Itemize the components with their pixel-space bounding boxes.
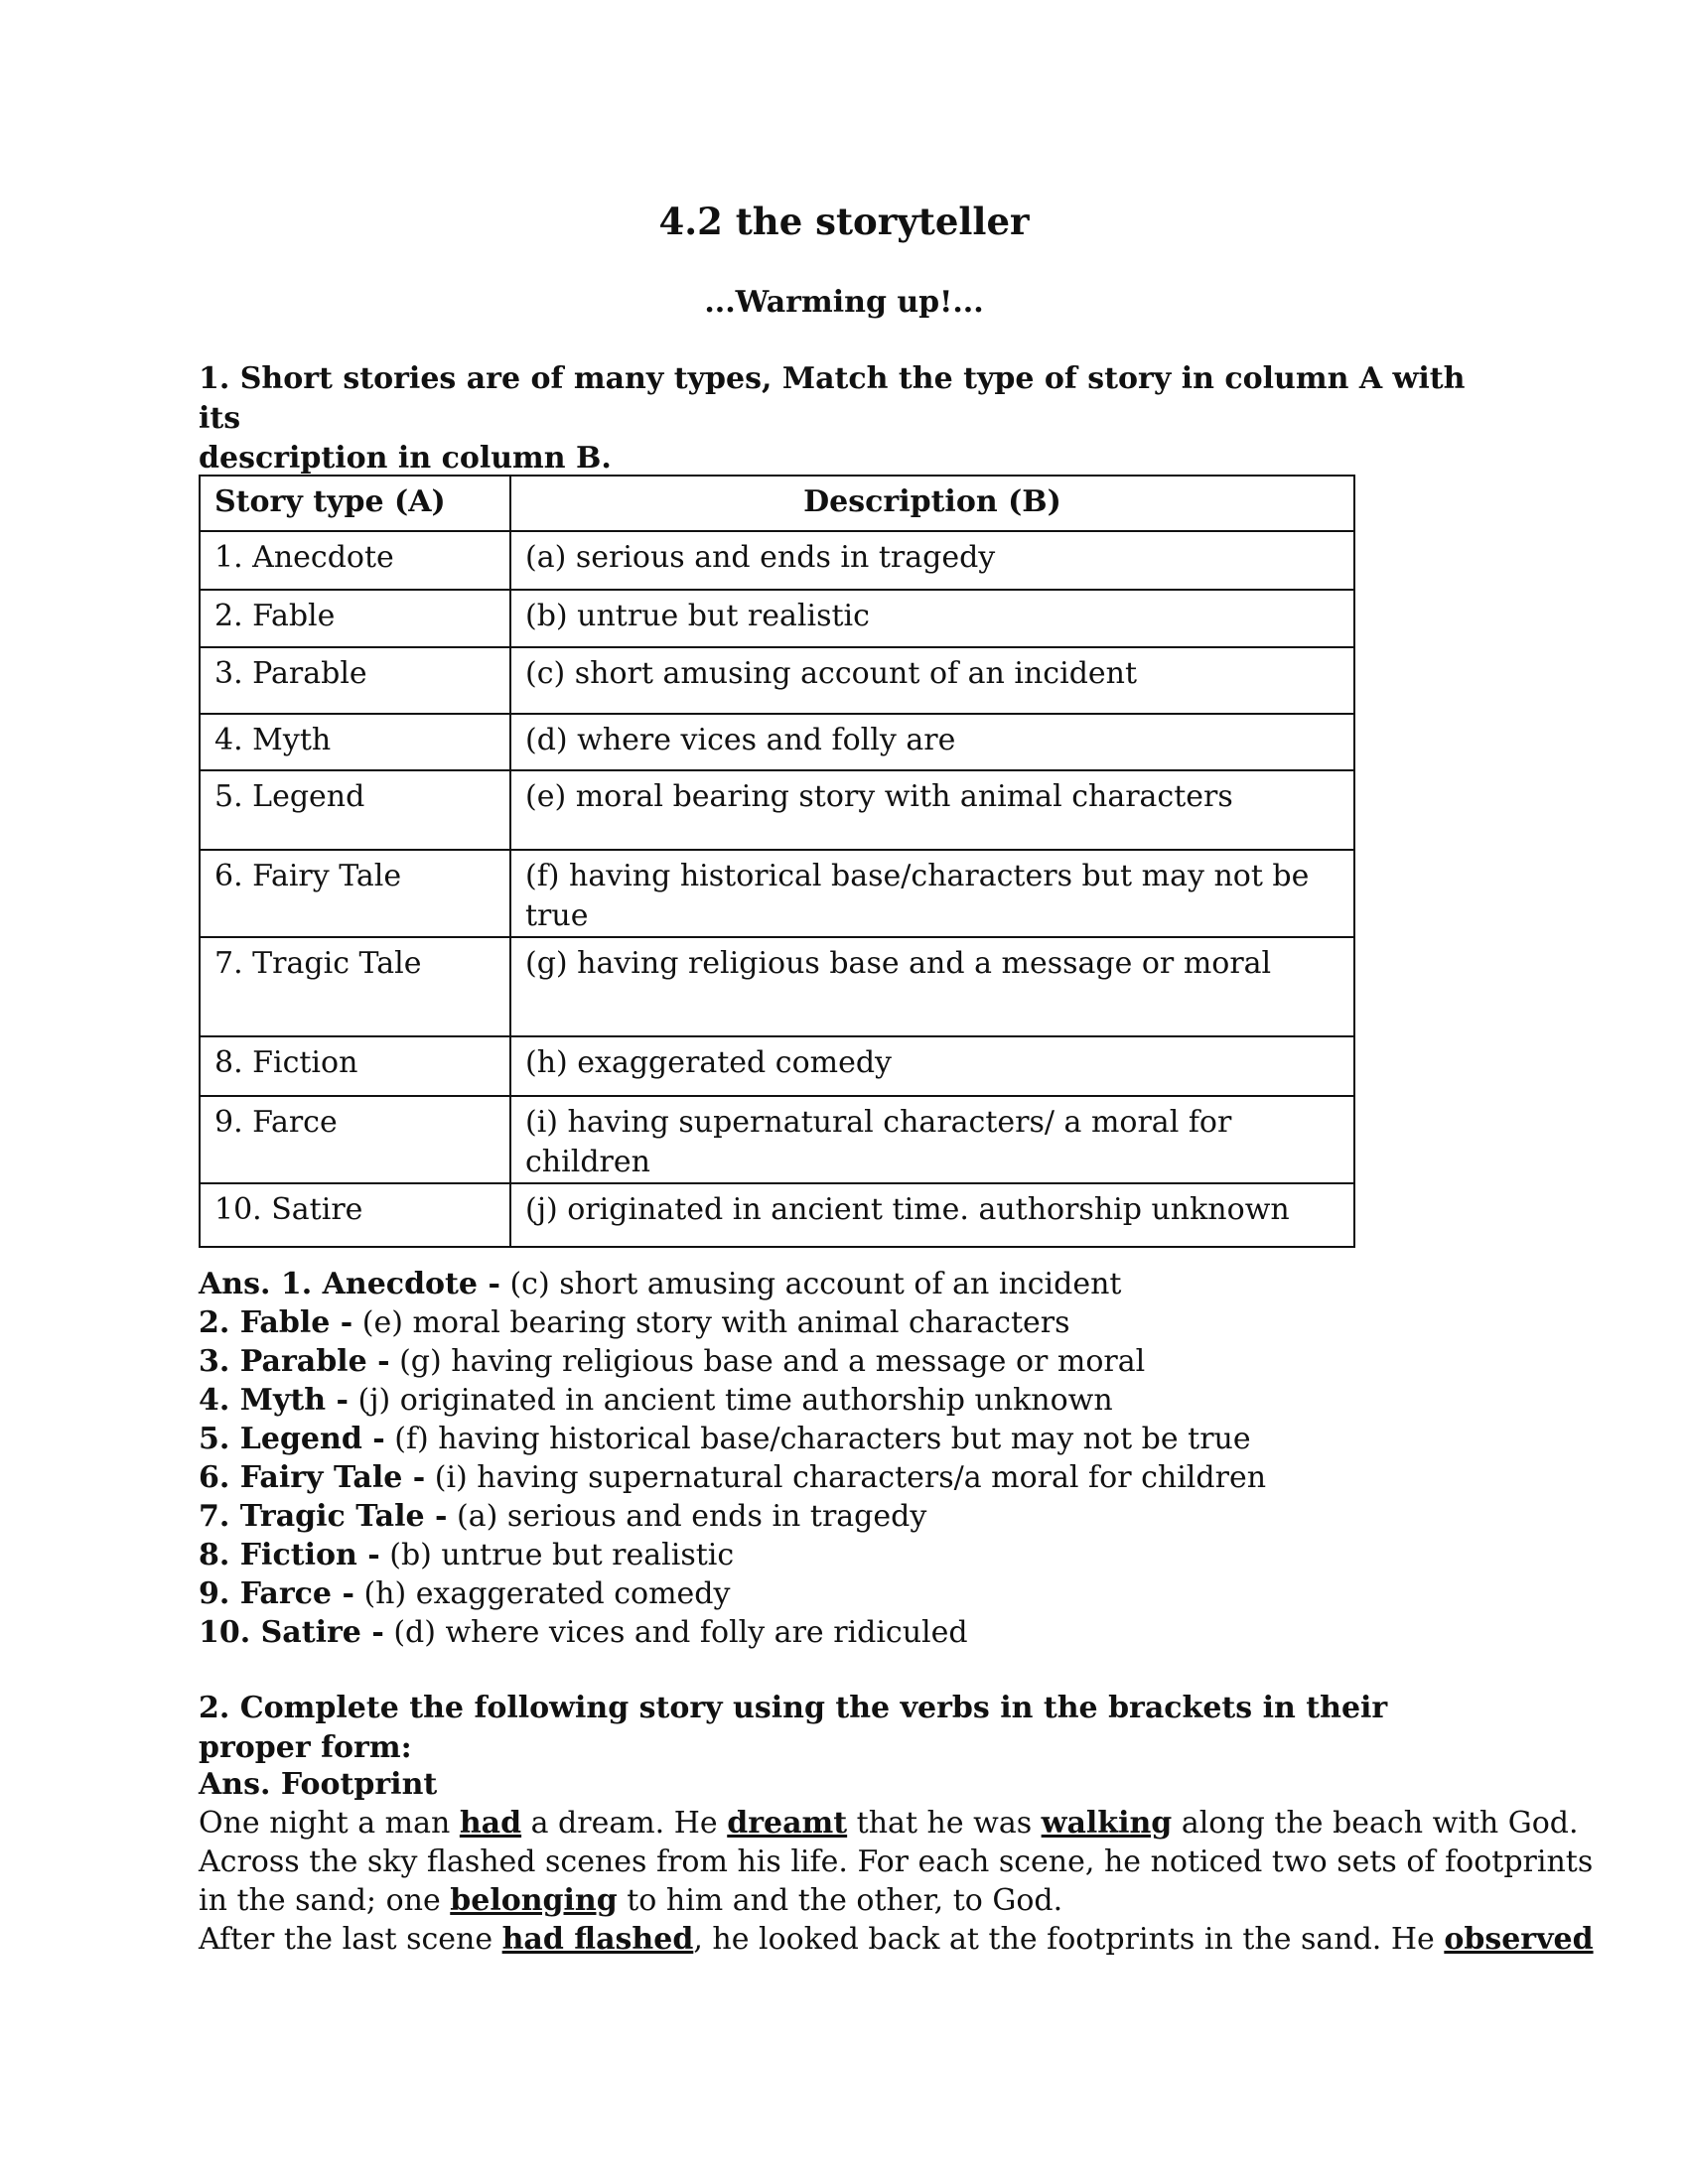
answer-label: 10. Satire -: [199, 1615, 384, 1650]
story-text: that he was: [847, 1806, 1042, 1841]
answer-text: (g) having religious base and a message or moral: [389, 1344, 1146, 1379]
answer-line: [199, 1265, 1509, 1303]
answer-label: 5. Legend -: [199, 1422, 385, 1456]
story-heading: Ans. Footprint: [199, 1767, 438, 1802]
answer-label: 7. Tragic Tale -: [199, 1499, 448, 1534]
answers-block: [199, 1265, 1509, 1652]
answer-text: (i) having supernatural characters/a moral for children: [425, 1460, 1267, 1495]
story-type-cell: 7. Tragic Tale: [200, 937, 510, 1036]
answer-text: (f) having historical base/characters but may not be true: [384, 1422, 1251, 1456]
story-type-cell: 6. Fairy Tale: [200, 850, 510, 937]
answer-verb: observed: [1444, 1922, 1594, 1957]
story-line-4: [199, 1920, 1594, 1959]
section-subtitle: ...Warming up!...: [704, 285, 984, 320]
answer-text: (j) originated in ancient time authorship unknown: [348, 1383, 1113, 1418]
header-story-type: Story type (A): [200, 476, 510, 531]
answer-line: [199, 1420, 1509, 1458]
description-cell: (e) moral bearing story with animal characters: [510, 770, 1354, 850]
story-line-3: [199, 1881, 1509, 1920]
description-cell: (f) having historical base/characters but may not be true: [510, 850, 1354, 937]
story-text: One night a man: [199, 1806, 460, 1841]
answer-verb: dreamt: [727, 1806, 848, 1841]
story-type-cell: 5. Legend: [200, 770, 510, 850]
story-type-cell: 4. Myth: [200, 714, 510, 770]
story-text: After the last scene: [199, 1922, 502, 1957]
description-cell: (c) short amusing account of an incident: [510, 647, 1354, 714]
answer-text: (a) serious and ends in tragedy: [447, 1499, 927, 1534]
question-1: [199, 359, 1489, 478]
answer-line: [199, 1458, 1509, 1497]
table-header-row: [200, 476, 1354, 531]
answer-text: (e) moral bearing story with animal characters: [352, 1305, 1070, 1340]
question-1-line-1: 1. Short stories are of many types, Match the type of story in column A with its: [199, 361, 1466, 436]
answer-line: [199, 1536, 1509, 1574]
description-cell: (h) exaggerated comedy: [510, 1036, 1354, 1096]
story-line-2: Across the sky flashed scenes from his life. For each scene, he noticed two sets of footprints: [199, 1844, 1594, 1879]
table-row: [200, 937, 1354, 1036]
matching-table: [199, 475, 1355, 1248]
story-type-cell: 2. Fable: [200, 590, 510, 647]
description-cell: (d) where vices and folly are: [510, 714, 1354, 770]
table-row: [200, 1096, 1354, 1183]
answer-text: (h) exaggerated comedy: [353, 1576, 731, 1611]
table-row: [200, 770, 1354, 850]
story-text: to him and the other, to God.: [617, 1883, 1063, 1918]
answer-label: 8. Fiction -: [199, 1538, 380, 1572]
header-description: Description (B): [510, 476, 1354, 531]
answer-label: 2. Fable -: [199, 1305, 353, 1340]
table-row: [200, 590, 1354, 647]
answer-line: [199, 1342, 1509, 1381]
answer-label: 9. Farce -: [199, 1576, 354, 1611]
story-type-cell: 1. Anecdote: [200, 531, 510, 590]
story-type-cell: 8. Fiction: [200, 1036, 510, 1096]
story-answer: [199, 1765, 1594, 1959]
answer-label: Ans. 1. Anecdote -: [199, 1267, 500, 1301]
story-line-1: [199, 1804, 1579, 1843]
answer-line: [199, 1303, 1509, 1342]
question-1-line-2: description in column B.: [199, 441, 612, 476]
story-text: along the beach with God.: [1172, 1806, 1579, 1841]
story-type-cell: 9. Farce: [200, 1096, 510, 1183]
story-text: a dream. He: [521, 1806, 728, 1841]
story-text: , he looked back at the footprints in the sand. He: [693, 1922, 1445, 1957]
answer-line: [199, 1497, 1509, 1536]
table-row: [200, 850, 1354, 937]
story-type-cell: 10. Satire: [200, 1183, 510, 1247]
table-row: [200, 647, 1354, 714]
table-row: [200, 714, 1354, 770]
table-row: [200, 531, 1354, 590]
page-title: 4.2 the storyteller: [658, 200, 1030, 243]
answer-line: [199, 1381, 1509, 1420]
answer-text: (d) where vices and folly are ridiculed: [383, 1615, 968, 1650]
description-cell: (g) having religious base and a message or moral: [510, 937, 1354, 1036]
answer-label: 3. Parable -: [199, 1344, 390, 1379]
answer-verb: belonging: [450, 1883, 618, 1918]
answer-verb: had flashed: [501, 1922, 694, 1957]
description-cell: (b) untrue but realistic: [510, 590, 1354, 647]
table-row: [200, 1036, 1354, 1096]
answer-text: (c) short amusing account of an incident: [499, 1267, 1122, 1301]
answer-label: 4. Myth -: [199, 1383, 349, 1418]
description-cell: (j) originated in ancient time. authorship unknown: [510, 1183, 1354, 1247]
question-2: 2. Complete the following story using the verbs in the brackets in their proper form:: [199, 1691, 1388, 1765]
description-cell: (i) having supernatural characters/ a moral for children: [510, 1096, 1354, 1183]
answer-verb: had: [459, 1806, 522, 1841]
answer-verb: walking: [1041, 1806, 1173, 1841]
answer-line: [199, 1574, 1509, 1613]
answer-text: (b) untrue but realistic: [379, 1538, 735, 1572]
table-row: [200, 1183, 1354, 1247]
answer-line: [199, 1613, 1509, 1652]
description-cell: (a) serious and ends in tragedy: [510, 531, 1354, 590]
answer-label: 6. Fairy Tale -: [199, 1460, 426, 1495]
story-type-cell: 3. Parable: [200, 647, 510, 714]
story-text: in the sand; one: [199, 1883, 451, 1918]
